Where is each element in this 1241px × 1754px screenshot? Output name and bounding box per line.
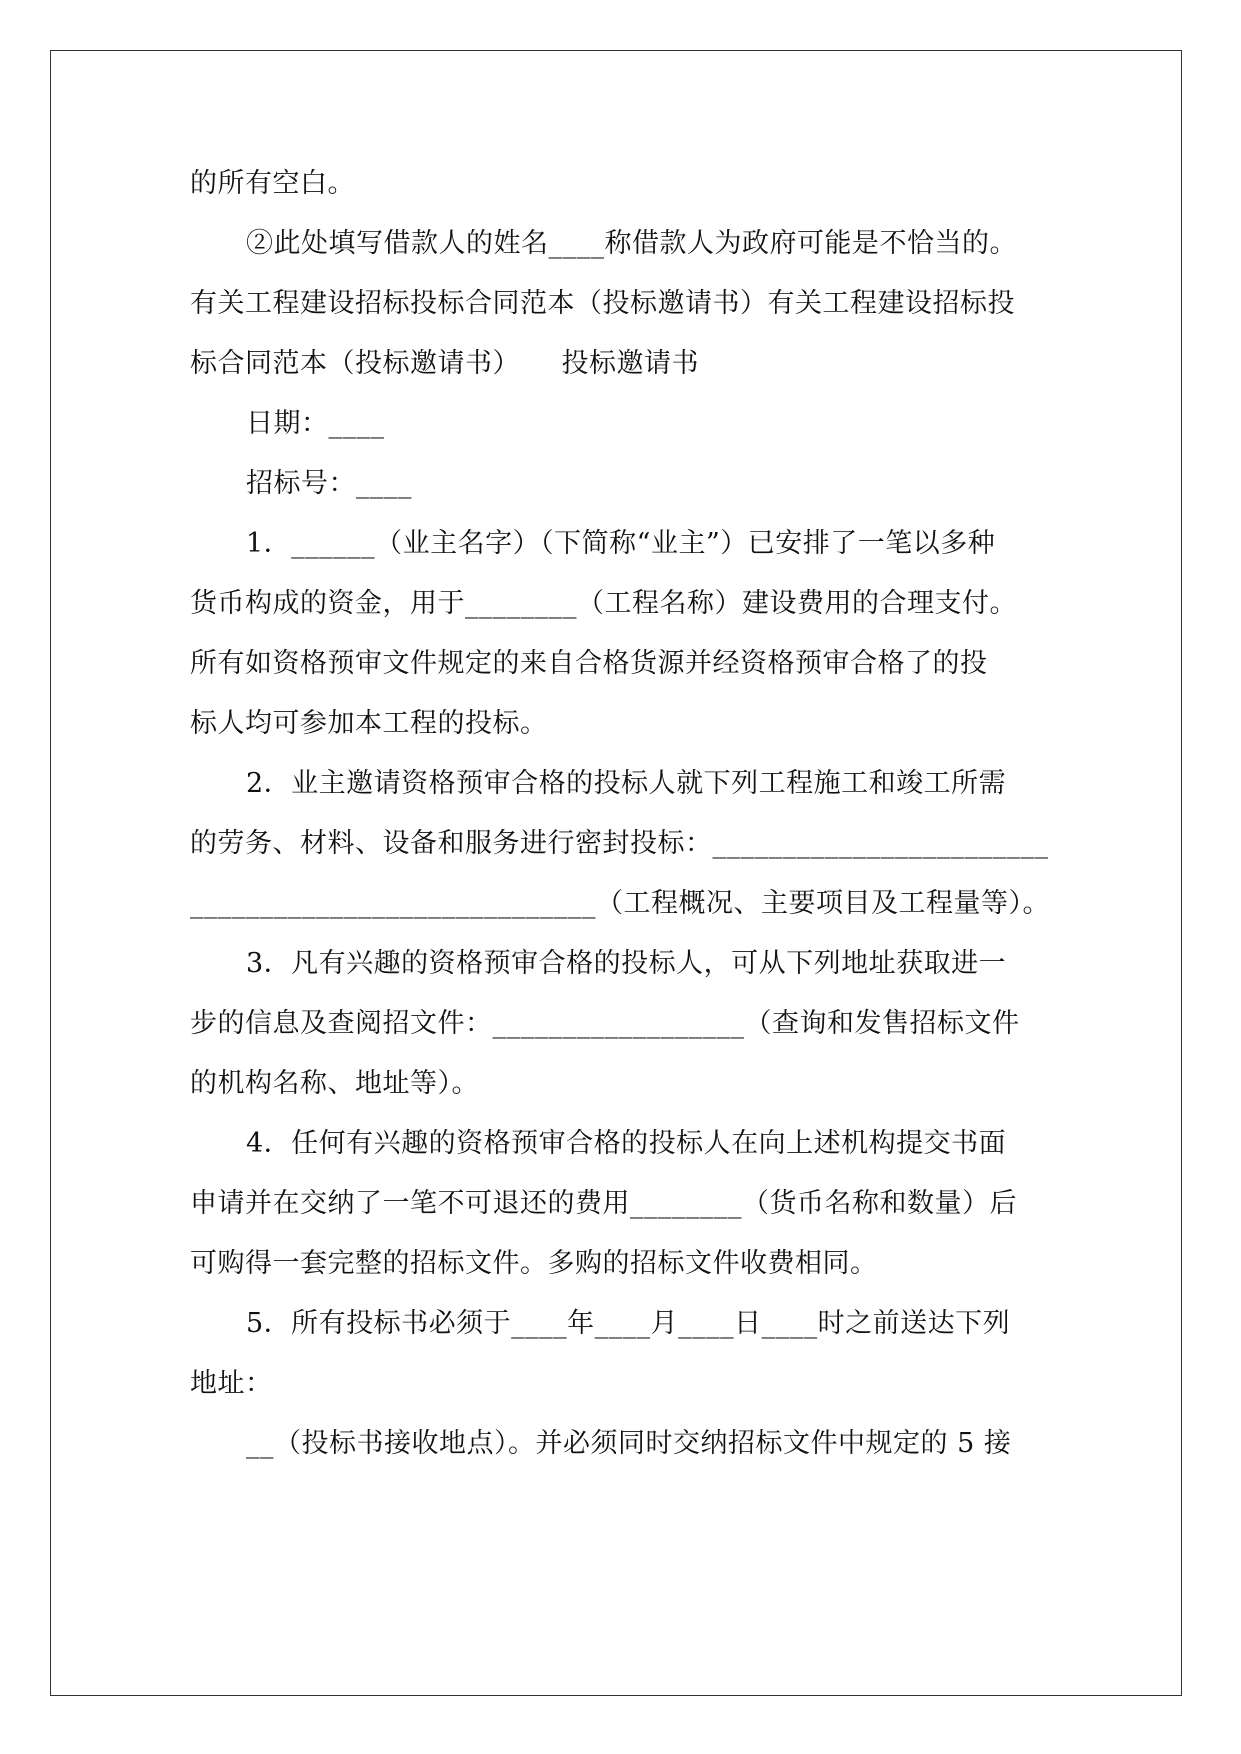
text-line: 招标号：____ — [246, 468, 412, 499]
text-line: 标合同范本（投标邀请书） 投标邀请书 — [190, 348, 699, 379]
text-line: 所有如资格预审文件规定的来自合格货源并经资格预审合格了的投 — [190, 648, 988, 679]
text-line: 的劳务、材料、设备和服务进行密封投标：________________________ — [190, 828, 1049, 859]
text-line: 申请并在交纳了一笔不可退还的费用________（货币名称和数量）后 — [190, 1188, 1017, 1219]
text-line: 地址： — [190, 1368, 273, 1399]
text-line: 1．______（业主名字）（下简称“业主”）已安排了一笔以多种 — [246, 528, 996, 559]
text-line: 货币构成的资金，用于________（工程名称）建设费用的合理支付。 — [190, 588, 1017, 619]
text-line: 的机构名称、地址等）。 — [190, 1068, 479, 1099]
text-line: _____________________________（工程概况、主要项目及工程量等）。 — [190, 888, 1050, 919]
text-line: 2．业主邀请资格预审合格的投标人就下列工程施工和竣工所需 — [246, 768, 1007, 799]
text-line: 步的信息及查阅招文件：__________________（查询和发售招标文件 — [190, 1008, 1020, 1039]
text-line: 的所有空白。 — [190, 168, 355, 199]
text-line: 可购得一套完整的招标文件。多购的招标文件收费相同。 — [190, 1248, 878, 1279]
text-line: 4．任何有兴趣的资格预审合格的投标人在向上述机构提交书面 — [246, 1128, 1007, 1159]
text-line: 5．所有投标书必须于____年____月____日____时之前送达下列 — [246, 1308, 1011, 1339]
text-line: 有关工程建设招标投标合同范本（投标邀请书）有关工程建设招标投 — [190, 288, 1015, 319]
text-line: 日期：____ — [246, 408, 385, 439]
text-line: 3．凡有兴趣的资格预审合格的投标人，可从下列地址获取进一 — [246, 948, 1007, 979]
text-line: 标人均可参加本工程的投标。 — [190, 708, 548, 739]
text-line: __（投标书接收地点）。并必须同时交纳招标文件中规定的 5 接 — [246, 1428, 1012, 1459]
text-line: ②此处填写借款人的姓名____称借款人为政府可能是不恰当的。 — [246, 228, 1017, 259]
